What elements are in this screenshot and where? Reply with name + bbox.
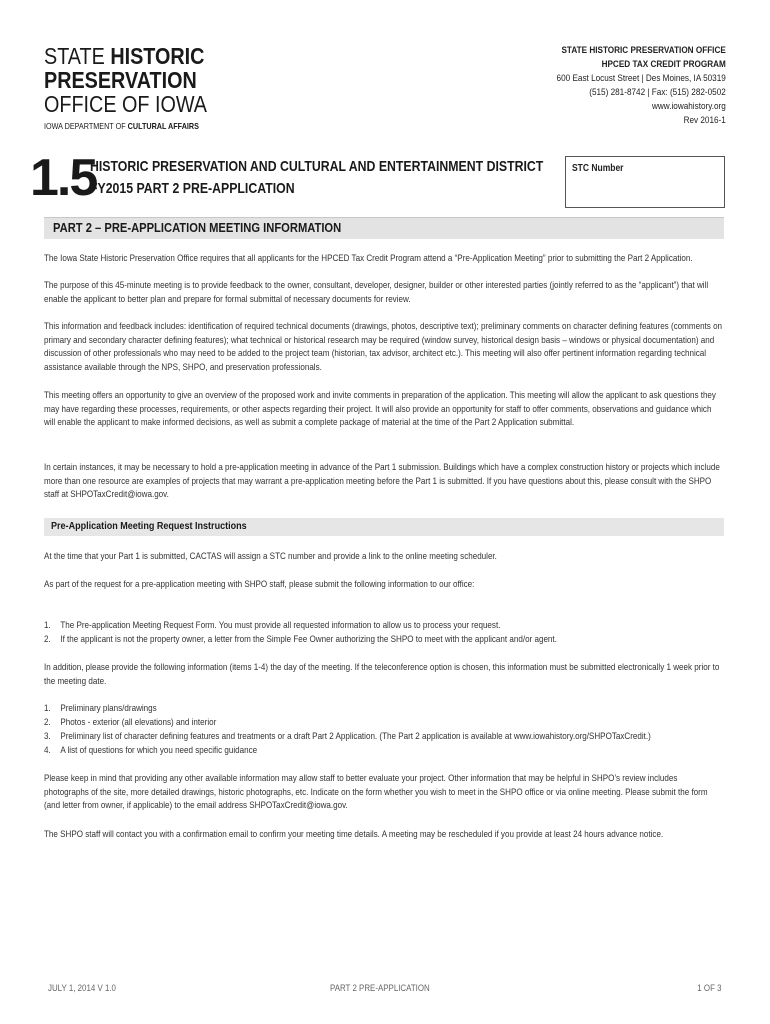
program-name: HPCED TAX CREDIT PROGRAM	[601, 59, 726, 70]
list-item-number: 3.	[44, 730, 51, 741]
list-item-text: The Pre-application Meeting Request Form. You must provide all requested information to allow us to process your request.	[60, 619, 501, 630]
paragraph-confirmation: The SHPO staff will contact you with a confirmation email to confirm your meeting time details. A meeting may be rescheduled if you provide at least 24 hours advance notice.	[44, 828, 664, 839]
instructions-heading-bar	[44, 518, 724, 536]
instructions-heading: Pre-Application Meeting Request Instructions	[51, 520, 247, 532]
logo-word-state: STATE	[44, 43, 105, 69]
office-contact-block	[529, 44, 726, 128]
list-item	[44, 701, 157, 715]
section-heading-bar	[44, 217, 724, 239]
paragraph-feedback: This information and feedback includes: identification of required technical documents (drawings, photos, descriptive text); preliminary comments on character defining features (comments on primary and secondary character defining features); what technical or historical research may be required (window survey, historical design basis – windows or physical documentation) and discussion of other professionals who may need to be added to the project team (historian, tax advisor, architect etc.). This meeting will also offer pertinent information regarding technical assistance available through the NPS, SHPO, and preservation professionals.	[44, 320, 723, 372]
logo-line-3	[44, 92, 207, 116]
footer-page-number: 1 OF 3	[697, 983, 722, 993]
logo-department-name: CULTURAL AFFAIRS	[127, 121, 199, 131]
paragraph-cactas: At the time that your Part 1 is submitted, CACTAS will assign a STC number and provide a link to the online meeting scheduler.	[44, 550, 497, 561]
revision-label: Rev 2016-1	[683, 115, 726, 126]
paragraph-additional: In addition, please provide the following information (items 1-4) the day of the meeting. If the teleconference option is chosen, this information must be submitted electronically 1 week prior to the meeting date.	[44, 661, 720, 686]
paragraph-purpose: The purpose of this 45-minute meeting is to provide feedback to the owner, consultant, developer, designer, builder or other interested parties (jointly referred to as the “applicant”) that will enable the applicant to better plan and prepare for formal submittal of necessary documents for review.	[44, 279, 709, 304]
list-item	[44, 715, 216, 729]
list-item-number: 1.	[44, 619, 51, 630]
logo-line-1	[44, 44, 204, 68]
list-item-number: 2.	[44, 633, 51, 644]
logo-department-prefix: IOWA DEPARTMENT OF	[44, 121, 126, 131]
list-item-text: Photos - exterior (all elevations) and interior	[60, 716, 217, 727]
stc-number-field[interactable]	[565, 156, 725, 208]
list-item-number: 4.	[44, 744, 51, 755]
stc-number-label: STC Number	[572, 163, 624, 174]
office-address: 600 East Locust Street | Des Moines, IA 50319	[556, 73, 726, 84]
form-title-line-1: HISTORIC PRESERVATION AND CULTURAL AND ENTERTAINMENT DISTRICT	[90, 158, 544, 175]
logo-line-2	[44, 68, 197, 92]
logo-word-office: OFFICE OF IOWA	[44, 91, 207, 117]
list-item	[44, 729, 651, 743]
paragraph-intro: The Iowa State Historic Preservation Office requires that all applicants for the HPCED Tax Credit Program attend a “Pre-Application Meeting” prior to submitting the Part 2 Application.	[44, 252, 693, 263]
form-title-line-2: FY2015 PART 2 PRE-APPLICATION	[90, 180, 295, 197]
office-phone: (515) 281-8742 | Fax: (515) 282-0502	[589, 87, 726, 98]
list-item-number: 1.	[44, 702, 51, 713]
list-item-text: A list of questions for which you need specific guidance	[60, 744, 258, 755]
list-item-text: If the applicant is not the property owner, a letter from the Simple Fee Owner authorizing the SHPO to meet with the applicant and/or agent.	[60, 633, 557, 644]
paragraph-request: As part of the request for a pre-application meeting with SHPO staff, please submit the following information to our office:	[44, 578, 475, 589]
list-item-text: Preliminary list of character defining features and treatments or a draft Part 2 Application. (The Part 2 application is available at www.iowahistory.org/SHPOTaxCredit.)	[60, 730, 651, 741]
footer-date: JULY 1, 2014 V 1.0	[48, 983, 116, 993]
list-item	[44, 743, 257, 757]
logo-department	[44, 121, 199, 131]
list-item	[44, 618, 500, 632]
paragraph-advance: In certain instances, it may be necessary to hold a pre-application meeting in advance of the Part 1 submission. Buildings which have a complex construction history or projects which include more than one resource are examples of projects that may warrant a pre-application meeting before the Part 1 is submitted. If you have questions about this, please consult with the SHPO staff at SHPOTaxCredit@iowa.gov.	[44, 461, 720, 499]
form-number: 1.5	[30, 149, 97, 207]
paragraph-keep-in-mind: Please keep in mind that providing any other available information may allow staff to better evaluate your project. Other information that may be helpful in SHPO’s review includes photographs of the site, more detailed drawings, historic photographs, etc. Indicate on the form whether you wish to meet in the SHPO office or via online meeting. Please submit the form (and letter from owner, if applicable) to the email address SHPOTaxCredit@iowa.gov.	[44, 772, 708, 810]
office-website: www.iowahistory.org	[652, 101, 726, 112]
logo-word-preservation: PRESERVATION	[44, 67, 197, 93]
list-item-text: Preliminary plans/drawings	[60, 702, 157, 713]
list-item	[44, 632, 557, 646]
footer-title: PART 2 PRE-APPLICATION	[330, 983, 430, 993]
logo-word-historic: HISTORIC	[110, 43, 205, 69]
list-item-number: 2.	[44, 716, 51, 727]
section-heading: PART 2 – PRE-APPLICATION MEETING INFORMATION	[53, 220, 342, 235]
paragraph-overview: This meeting offers an opportunity to give an overview of the proposed work and invite comments in preparation of the application. This meeting will allow the applicant to ask questions they may have regarding these processes, requirements, or other aspects regarding their project. It will also provide an opportunity for staff to offer comments, observations and guidance which will enable the applicant to make informed decisions, as well as submit a complete package of material at the time of the Part 2 Application submittal.	[44, 389, 716, 427]
office-name: STATE HISTORIC PRESERVATION OFFICE	[561, 45, 726, 56]
